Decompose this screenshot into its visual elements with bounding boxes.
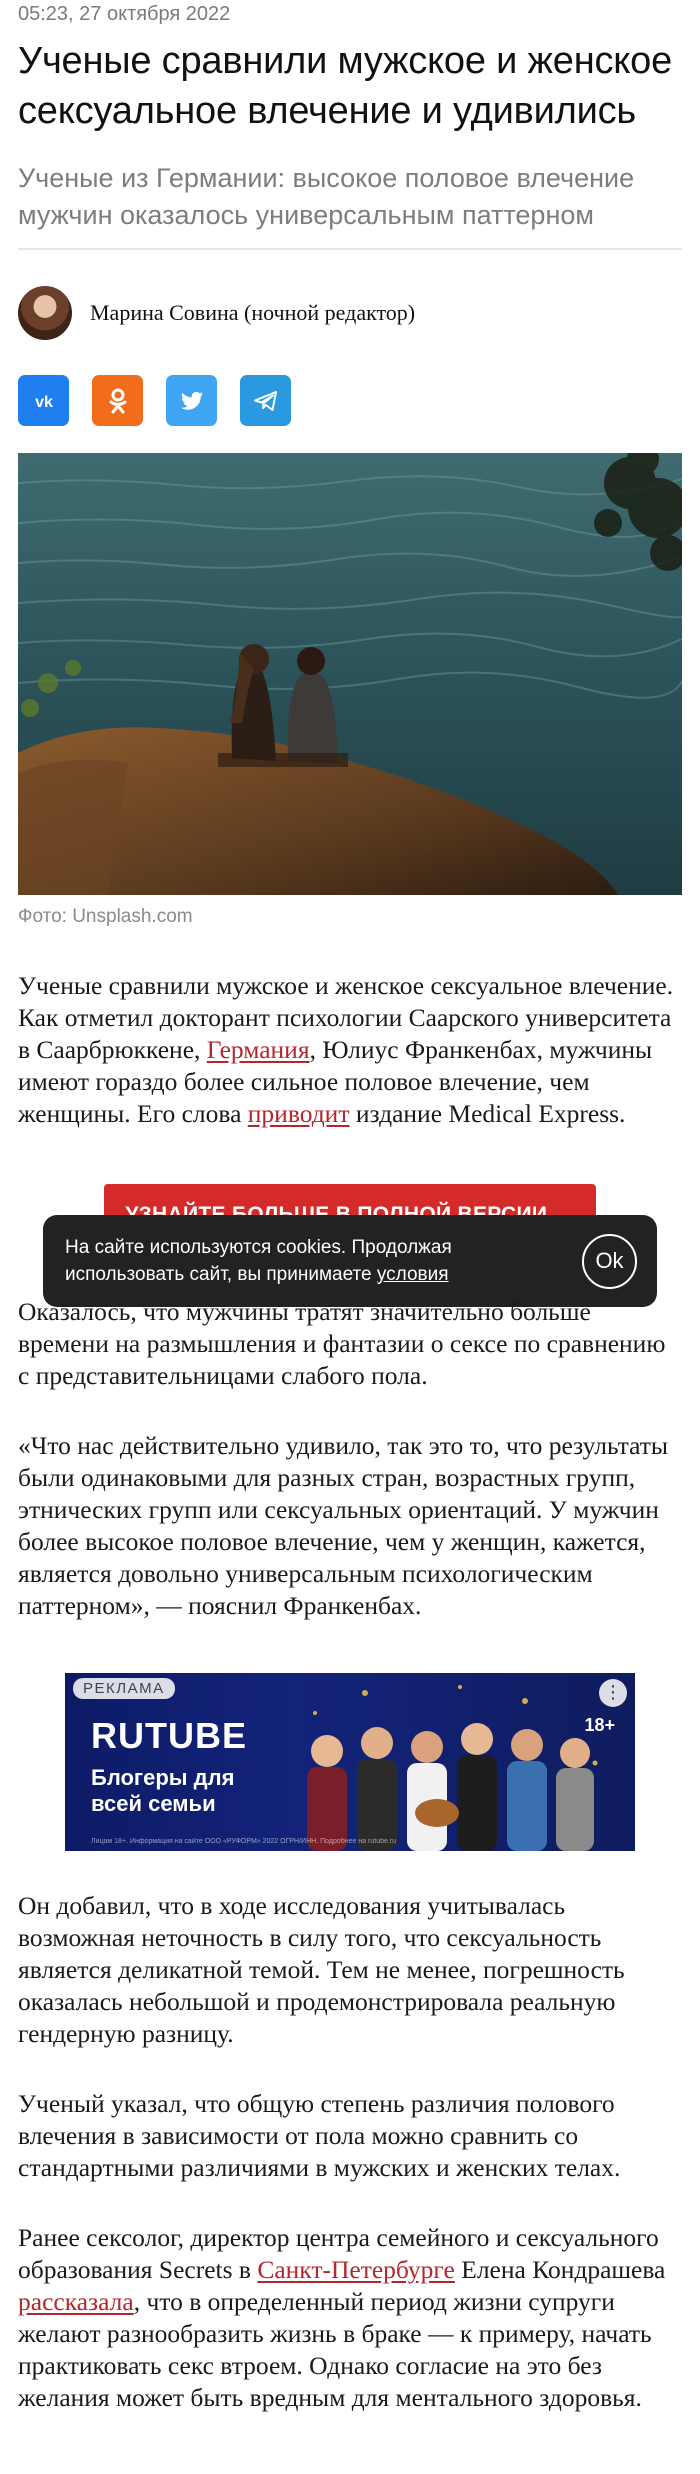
share-telegram-button[interactable]	[240, 375, 291, 426]
paragraph-6-text-c: , что в определенный период жизни супруги желают разнообразить жизнь в браке — к примеру, начать практиковать секс втроем. Однако согласие на это без желания может быть вредным для ментального здоровья.	[18, 2287, 652, 2412]
paragraph-6	[18, 2222, 682, 2414]
link-germany[interactable]: Германия	[206, 1035, 310, 1064]
couple-by-lake-photo	[18, 453, 682, 895]
ad-menu-icon[interactable]: ⋮	[599, 1679, 627, 1707]
paragraph-4: Он добавил, что в ходе исследования учитывалась возможная неточность в силу того, что сексуальность является деликатной темой. Тем не менее, погрешность оказалась небольшой и продемонстрировала реальную гендерную разницу.	[18, 1891, 625, 2048]
link-saint-petersburg[interactable]: Санкт-Петербурге	[257, 2255, 455, 2284]
author-row[interactable]	[18, 285, 415, 341]
cookie-banner	[43, 1215, 657, 1307]
paragraph-3: «Что нас действительно удивило, так это то, что результаты были одинаковыми для разных стран, возрастных групп, этнических групп или сексуальных ориентаций. У мужчин более высокое половое влечение, чем у женщин, кажется, является довольно универсальным психологическим паттерном», — пояснил Франкенбах.	[18, 1431, 669, 1620]
photo-caption: Фото: Unsplash.com	[18, 906, 193, 927]
ad-label: РЕКЛАМА	[73, 1678, 175, 1699]
telegram-icon	[251, 386, 281, 416]
vk-icon	[29, 386, 59, 416]
paragraph-6-text-b: Елена Кондрашева	[454, 2255, 666, 2284]
share-ok-button[interactable]	[92, 375, 143, 426]
paragraph-1-text-b: , Юлиус Франкенбах, мужчины имеют гораздо более сильное половое влечение, чем женщины. Его слова	[18, 1035, 653, 1128]
paragraph-1-text-a: Ученые сравнили мужское и женское сексуальное влечение. Как отметил докторант психологии Саарского университета в Саарбрюккене,	[18, 971, 674, 1064]
cookie-message-text: На сайте используются cookies. Продолжая использовать сайт, вы принимаете	[65, 1237, 452, 1285]
article-photo	[18, 453, 682, 895]
ad-brand-logo: RUTUBE	[91, 1715, 247, 1756]
link-told[interactable]: рассказала	[18, 2287, 134, 2316]
publish-timestamp: 05:23, 27 октября 2022	[18, 3, 231, 25]
author-name[interactable]: Марина Совина (ночной редактор)	[90, 300, 416, 325]
share-buttons	[18, 375, 291, 426]
ad-fine-print: Лицам 18+. Информация на сайте ООО «РУФОРМ» 2022 ОГРН/ИНН. Подробнее на rutube.ru	[91, 1838, 397, 1845]
ad-age-rating: 18+	[584, 1715, 615, 1735]
paragraph-6-text-a: Ранее сексолог, директор центра семейного и сексуального образования Secrets в	[18, 2223, 659, 2284]
author-avatar[interactable]	[18, 286, 72, 340]
odnoklassniki-icon	[103, 386, 133, 416]
header-divider	[18, 248, 682, 250]
cookie-ok-button[interactable]: Ok	[582, 1234, 637, 1289]
share-twitter-button[interactable]	[166, 375, 217, 426]
paragraph-1-text-c: издание Medical Express.	[349, 1099, 626, 1128]
link-source[interactable]: приводит	[247, 1099, 350, 1128]
paragraph-2: Оказалось, что мужчины тратят значительно больше времени на размышления и фантазии о сексе по сравнению с представительницами слабого пола.	[18, 1297, 666, 1390]
share-vk-button[interactable]	[18, 375, 69, 426]
ad-tagline: Блогеры для всей семьи	[91, 1765, 235, 1816]
svg-text:vk: vk	[34, 393, 53, 411]
advertisement-banner[interactable]	[65, 1673, 635, 1851]
article-subtitle: Ученые из Германии: высокое половое влечение мужчин оказалось универсальным паттерном	[18, 163, 635, 230]
twitter-icon	[177, 386, 207, 416]
cookie-terms-link[interactable]: условия	[376, 1264, 449, 1285]
article-headline: Ученые сравнили мужское и женское сексуальное влечение и удивились	[18, 40, 673, 132]
ad-bloggers-image	[65, 1673, 635, 1851]
paragraph-5: Ученый указал, что общую степень различия полового влечения в зависимости от пола можно сравнить со стандартными различиями в мужских и женских телах.	[18, 2089, 621, 2182]
paragraph-1	[18, 970, 682, 1130]
cookie-message	[65, 1234, 535, 1288]
